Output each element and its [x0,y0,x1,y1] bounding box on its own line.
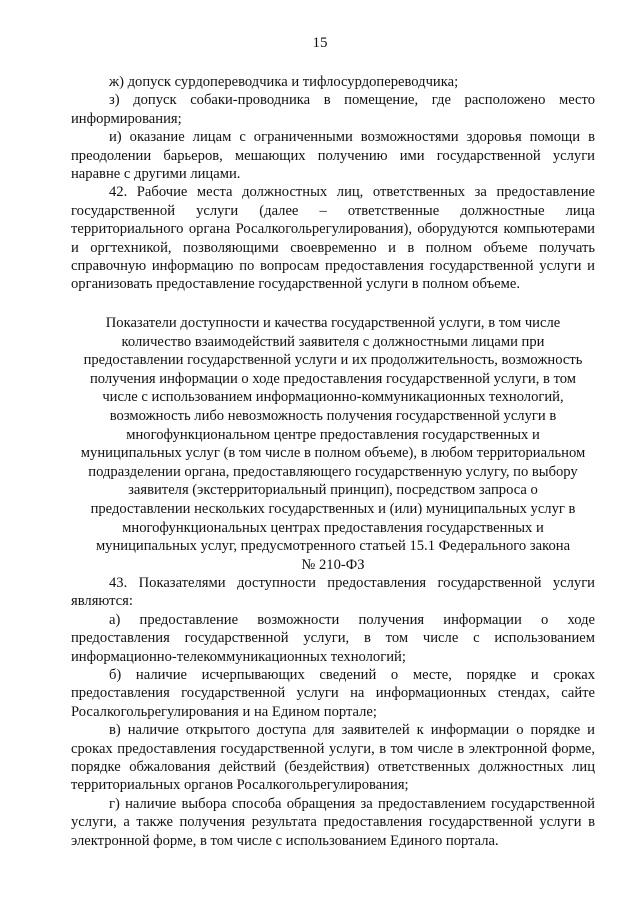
heading-line: многофункциональном центре предоставления государственных и [126,426,540,443]
paragraph: а) предоставление возможности получения информации о ходе предоставления государственной услуги, в том числе с использованием информационно-телекоммуникационных технологий; [71,611,595,665]
paragraph: 43. Показателями доступности предоставления государственной услуги являются: [71,575,595,610]
paragraph: в) наличие открытого доступа для заявителей к информации о порядке и сроках предоставления государственной услуги, в том числе в электронной форме, порядке обжалования действий (бездействия) ответственных должностных лиц территориальных органов Росалкогольрегулирования; [71,722,595,794]
heading-line: заявителя (экстерриториальный принцип), посредством запроса о [128,482,538,499]
top-text-block [71,73,595,294]
heading-line: Показатели доступности и качества государственной услуги, в том числе [105,315,561,331]
paragraph: ж) допуск сурдопереводчика и тифлосурдопереводчика; [109,74,459,90]
heading-line: числе с использованием информационно-коммуникационных технологий, [102,389,564,406]
heading-line: № 210-ФЗ [301,556,365,573]
paragraph: и) оказание лицам с ограниченными возможностями здоровья помощи в преодолении барьеров, мешающих получению ими государственной услуги наравне с другими лицами. [71,129,595,183]
page-number: 15 [312,35,328,51]
heading-line: предоставлении нескольких государственных и (или) муниципальных услуг в [90,500,576,517]
heading-line: муниципальных услуг, предусмотренного статьей 15.1 Федерального закона [95,538,571,555]
bottom-text-block [71,574,595,850]
section-heading [71,314,595,574]
paragraph: б) наличие исчерпывающих сведений о месте, порядке и сроках предоставления государственной услуги на информационных стендах, сайте Росалкогольрегулирования и на Едином портале; [71,667,595,720]
heading-line: подразделении органа, предоставляющего государственную услугу, по выбору [88,463,578,480]
paragraph: 42. Рабочие места должностных лиц, ответственных за предоставление государственной услуги (далее – ответственные должностные лица территориального органа Росалкогольрегулирования), оборудуются компьютерами и оргтехникой, позволяющими своевременно и в полном объеме получать справочную информацию по вопросам предоставления государственной услуги и организовать предоставление государственной услуги в полном объеме. [71,184,595,293]
heading-line: муниципальных услуг (в том числе в полном объеме), в любом территориальном [80,445,586,462]
heading-line: количество взаимодействий заявителя с должностными лицами при [121,333,545,350]
paragraph: г) наличие выбора способа обращения за предоставлением государственной услуги, а также получения результата предоставления государственной услуги в электронной форме, в том числе с использованием Единого портала. [71,795,595,849]
heading-line: многофункциональных центрах предоставления государственных и [122,519,544,536]
heading-line: возможность либо невозможность получения государственной услуги в [109,407,557,424]
paragraph: з) допуск собаки-проводника в помещение, где расположено место информирования; [71,92,595,127]
heading-line: получения информации о ходе предоставления государственной услуги, в том [89,370,577,387]
heading-line: предоставлении государственной услуги и их продолжительность, возможность [83,352,583,369]
